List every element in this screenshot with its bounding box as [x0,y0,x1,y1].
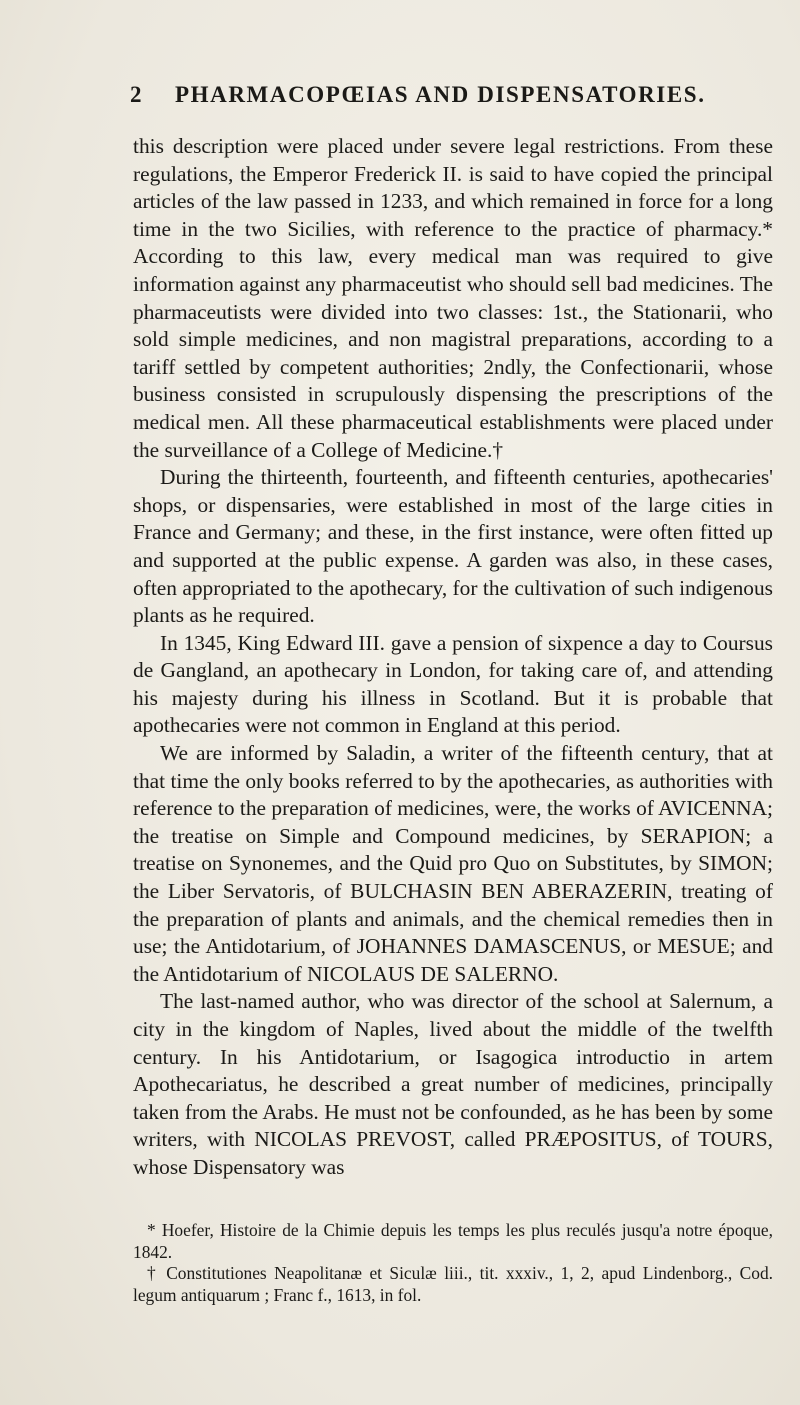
footnote-constitutiones: † Constitutiones Neapolitanæ et Siculæ liii., tit. xxxiv., 1, 2, apud Lindenborg., Cod. legum antiquarum ; Franc f., 1613, in fol. [133,1263,773,1305]
footnote-hoefer: * Hoefer, Histoire de la Chimie depuis les temps les plus reculés jusqu'a notre époque, 1842. [133,1220,773,1262]
body-text [133,133,773,1182]
page-header [130,82,770,112]
page-number: 2 [130,82,142,107]
paragraph-saladin: We are informed by Saladin, a writer of the fifteenth century, that at that time the only books referred to by the apothecaries, as authorities with reference to the preparation of medicines, were, the works of AVICENNA; the treatise on Simple and Compound medicines, by SERAPION; a treatise on Synonemes, and the Quid pro Quo on Substitutes, by SIMON; the Liber Servatoris, of BULCHASIN BEN ABERAZERIN, treating of the preparation of plants and animals, and the chemical remedies then in use; the Antidotarium, of JOHANNES DAMASCENUS, or MESUE; and the Antidotarium of NICOLAUS DE SALERNO. [133,741,773,986]
paragraph-apothecaries-shops: During the thirteenth, fourteenth, and fifteenth centuries, apothecaries' shops, or dispensaries, were established in most of the large cities in France and Germany; and these, in the first instance, were often fitted up and supported at the public expense. A garden was also, in these cases, often appropriated to the apothecary, for the cultivation of such indigenous plants as he required. [133,465,773,628]
paragraph-edward-iii: In 1345, King Edward III. gave a pension of sixpence a day to Coursus de Gangland, an apothecary in London, for taking care of, and attending his majesty during his illness in Scotland. But it is probable that apothecaries were not common in England at this period. [133,630,773,738]
paragraph-continuation: this description were placed under severe legal restrictions. From these regulations, the Emperor Frederick II. is said to have copied the principal articles of the law passed in 1233, and which remained in force for a long time in the two Sicilies, with reference to the practice of pharmacy.* According to this law, every medical man was required to give information against any pharmaceutist who should sell bad medicines. The pharmaceutists were divided into two classes: 1st., the Stationarii, who sold simple medicines, and non magistral preparations, according to a tariff settled by competent authorities; 2ndly, the Confectionarii, whose business consisted in scrupulously dispensing the prescriptions of the medical men. All these pharmaceutical establishments were placed under the surveillance of a College of Medicine.† [133,134,773,462]
paragraph-last-named-author: The last-named author, who was director of the school at Salernum, a city in the kingdom of Naples, lived about the middle of the twelfth century. In his Antidotarium, or Isagogica introductio in artem Apothecariatus, he described a great number of medicines, principally taken from the Arabs. He must not be confounded, as he has been by some writers, with NICOLAS PREVOST, called PRÆPOSITUS, of TOURS, whose Dispensatory was [133,989,773,1179]
footnotes [133,1220,773,1306]
running-head: PHARMACOPŒIAS AND DISPENSATORIES. [175,82,706,107]
